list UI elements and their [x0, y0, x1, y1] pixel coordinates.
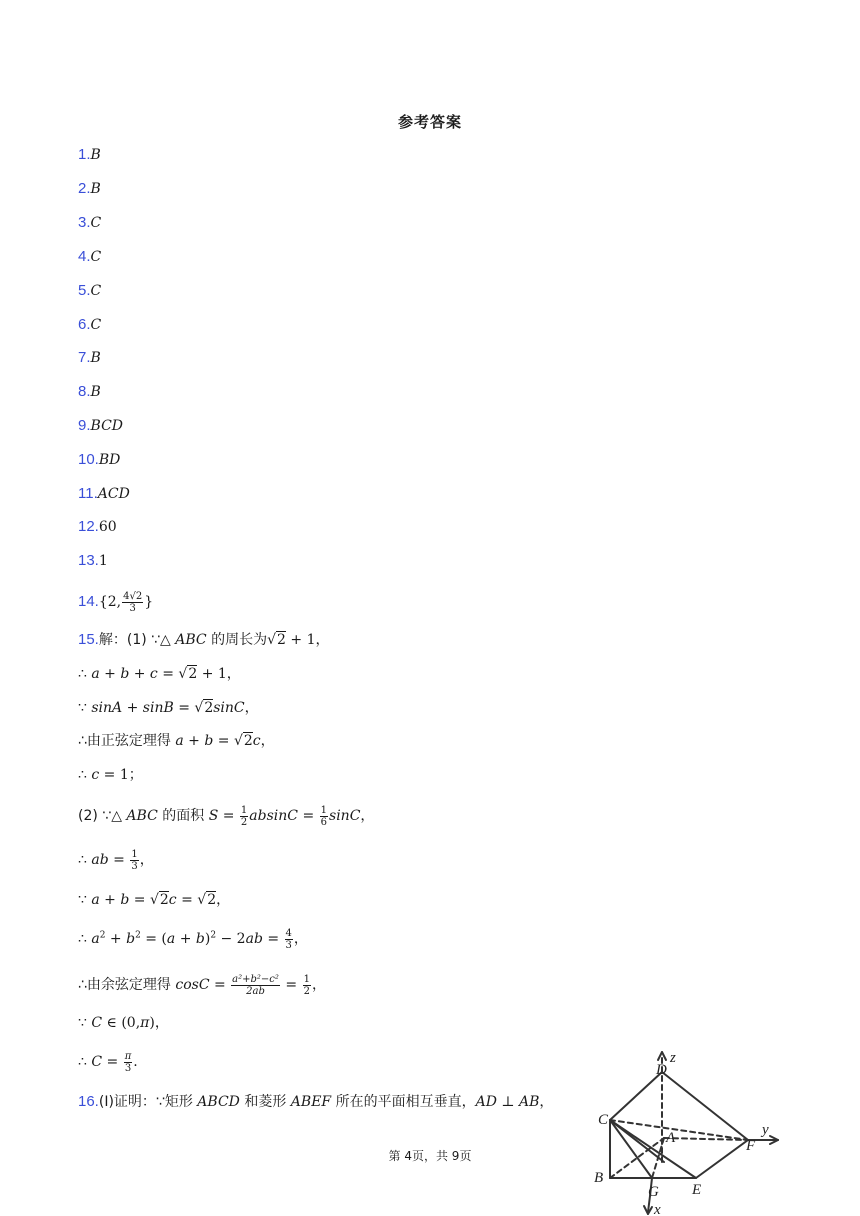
text: = √: [173, 700, 204, 716]
answer-number: 4.: [78, 248, 91, 265]
text: ，: [360, 808, 375, 824]
answer-value: 1: [98, 553, 108, 569]
text: = √: [213, 733, 243, 749]
math: ABC: [126, 808, 158, 824]
label-C: C: [598, 1112, 609, 1128]
label-x: x: [654, 1202, 661, 1216]
q15-line-4: [78, 730, 275, 752]
fraction: [320, 805, 328, 828]
text: ∈ (0,: [102, 1015, 141, 1031]
fraction: [240, 805, 248, 828]
answer-12: [78, 516, 117, 538]
answer-value: B: [90, 181, 101, 197]
answer-2: [78, 178, 101, 200]
set-close: }: [144, 594, 154, 610]
text: + 1，: [285, 632, 330, 648]
text: 和菱形: [239, 1094, 291, 1110]
text: ∵: [78, 892, 92, 908]
math: ab: [245, 931, 263, 947]
text: 解：(1) ∵△: [98, 632, 176, 648]
math: c: [91, 767, 100, 783]
q15-line-5: [78, 764, 143, 786]
q15-line-9: [78, 925, 308, 953]
label-B: B: [594, 1170, 604, 1186]
fraction: [285, 928, 293, 951]
text: =: [108, 852, 130, 868]
text: = 1；: [99, 767, 143, 783]
answer-number: 1.: [78, 146, 91, 163]
math: a + b: [91, 892, 130, 908]
text: = √: [176, 892, 207, 908]
math: a + b: [166, 931, 205, 947]
answer-value: C: [90, 317, 102, 333]
answer-number: 8.: [78, 383, 91, 400]
answer-number: 14.: [78, 593, 99, 610]
radicand: 2: [159, 892, 169, 908]
answer-value: B: [90, 147, 101, 163]
answer-number: 11.: [78, 485, 98, 502]
text: ，: [260, 733, 275, 749]
page-footer: 第 4页，共 9页: [388, 1149, 472, 1163]
fraction-denominator: 2ab: [246, 985, 265, 997]
fraction-numerator: 1: [240, 804, 248, 816]
fraction: [122, 591, 143, 614]
text: ∵: [78, 1015, 92, 1031]
text: =: [218, 808, 239, 824]
fraction-numerator: 1: [303, 973, 310, 985]
exponent: 2: [135, 930, 141, 941]
label-F: F: [746, 1138, 756, 1154]
text: ∵: [78, 700, 92, 716]
answer-number: 5.: [78, 282, 91, 299]
fraction-denominator: 3: [131, 860, 138, 872]
answer-5: [78, 280, 101, 302]
text: 所在的平面相互垂直，: [331, 1094, 476, 1110]
text: (2) ∵△: [78, 808, 127, 824]
answer-9: [78, 415, 123, 437]
text: =: [102, 1054, 123, 1070]
math: a + b: [175, 733, 214, 749]
answer-3: [78, 212, 101, 234]
answer-4: [78, 246, 101, 268]
q15-line-8: [78, 889, 230, 911]
text: ∴: [78, 931, 92, 947]
math: π: [140, 1015, 150, 1031]
radicand: 2: [188, 666, 198, 682]
math: ABC: [175, 632, 207, 648]
math: ABCD: [197, 1094, 240, 1110]
answer-value: C: [90, 283, 102, 299]
q16-line-1: [78, 1091, 553, 1113]
q15-line-7: [78, 846, 154, 874]
fraction-numerator: a²+b²−c²: [232, 973, 279, 985]
set-open: {2,: [98, 594, 122, 610]
label-y: y: [762, 1122, 769, 1138]
answer-value: B: [90, 350, 101, 366]
answer-13: [78, 550, 108, 572]
answer-value: ACD: [97, 486, 130, 502]
answer-number: 2.: [78, 180, 91, 197]
text: ，: [539, 1094, 554, 1110]
radicand: 2: [277, 632, 286, 648]
math: a + b + c: [91, 666, 158, 682]
text: ，: [139, 852, 154, 868]
text: ，: [244, 700, 259, 716]
answer-number: 10.: [78, 451, 99, 468]
fraction: [303, 974, 311, 997]
edge-EF: [696, 1140, 748, 1178]
answer-value: B: [90, 384, 101, 400]
q15-line-6: [78, 802, 374, 830]
answer-value: 60: [98, 519, 117, 535]
text: ，: [311, 977, 326, 993]
fraction-numerator: 4√2: [123, 590, 143, 602]
edge-CE: [610, 1120, 696, 1178]
text: + 1，: [197, 666, 241, 682]
fraction-denominator: 6: [320, 816, 328, 828]
text: − 2: [216, 931, 246, 947]
fraction-numerator: 1: [320, 804, 328, 816]
answer-6: [78, 314, 101, 336]
math: C: [91, 1015, 103, 1031]
text: ∴: [78, 1054, 92, 1070]
text: =: [209, 977, 231, 993]
math: ab: [91, 852, 109, 868]
text: +: [105, 931, 127, 947]
math: c: [168, 892, 177, 908]
q15-line-12: [78, 1048, 138, 1076]
label-A: A: [666, 1130, 676, 1146]
q15-line-3: [78, 697, 259, 719]
answer-number: 16.: [78, 1093, 99, 1110]
text: ∴由正弦定理得: [78, 733, 176, 749]
geometry-figure: [588, 1050, 788, 1216]
q15-line-10: [78, 970, 326, 1000]
math: C: [91, 1054, 103, 1070]
answer-number: 3.: [78, 214, 91, 231]
fraction-denominator: 3: [285, 939, 292, 951]
edge-DC: [610, 1072, 662, 1120]
fraction: [130, 849, 138, 872]
text: =: [298, 808, 319, 824]
text: ∴: [78, 666, 92, 682]
text: =: [262, 931, 284, 947]
q15-line-2: [78, 663, 241, 685]
q15-line-1: 15.解：(1) ∵△ ABC 的周长为√2 + 1，: [78, 631, 330, 648]
answer-number: 12.: [78, 518, 99, 535]
q15-line-11: [78, 1012, 169, 1034]
fraction-denominator: 3: [129, 602, 136, 614]
answer-1: [78, 144, 101, 166]
answer-number: 9.: [78, 417, 91, 434]
text: =: [280, 977, 302, 993]
math: ABEF: [290, 1094, 332, 1110]
fraction-numerator: 4: [285, 927, 292, 939]
answer-11: [78, 483, 130, 505]
text: )，: [149, 1015, 169, 1031]
answer-14: [78, 588, 153, 616]
fraction-denominator: 2: [240, 816, 248, 828]
text: ，: [216, 892, 231, 908]
text: 的周长为: [206, 632, 268, 648]
math: S: [208, 808, 219, 824]
fraction: [231, 974, 280, 997]
answer-number: 15.: [78, 631, 99, 648]
text: = (: [140, 931, 167, 947]
math: c: [252, 733, 261, 749]
exponent: 2: [210, 930, 217, 941]
fraction: [124, 1051, 133, 1074]
page-title: 参考答案: [397, 113, 462, 131]
radicand: 2: [204, 700, 214, 716]
text: ∴: [78, 852, 92, 868]
text: ，: [293, 931, 308, 947]
answer-8: [78, 381, 101, 403]
math: absinC: [249, 808, 298, 824]
text: 的面积: [157, 808, 209, 824]
exponent: 2: [99, 930, 106, 941]
math: sinC: [213, 700, 245, 716]
text: (Ⅰ)证明：∵矩形: [98, 1094, 198, 1110]
math: sinA + sinB: [91, 700, 174, 716]
math: AD ⊥ AB: [475, 1094, 540, 1110]
label-E: E: [692, 1182, 702, 1198]
fraction-denominator: 3: [124, 1062, 132, 1074]
text: ): [204, 931, 211, 947]
answer-7: [78, 347, 101, 369]
label-G: G: [648, 1184, 659, 1200]
answer-value: BD: [98, 452, 121, 468]
math: a: [91, 931, 100, 947]
text: ∴由余弦定理得: [78, 977, 176, 993]
math: sinC: [329, 808, 361, 824]
answer-value: C: [90, 249, 102, 265]
math: cosC: [175, 977, 210, 993]
text: = √: [157, 666, 188, 682]
answer-10: [78, 449, 120, 471]
text: = √: [129, 892, 159, 908]
answer-number: 7.: [78, 349, 91, 366]
fraction-denominator: 2: [303, 985, 310, 997]
text: .: [133, 1054, 138, 1070]
label-D: D: [656, 1062, 667, 1078]
radicand: 2: [243, 733, 253, 749]
answer-number: 13.: [78, 552, 99, 569]
fraction-numerator: π: [124, 1050, 132, 1062]
fraction-numerator: 1: [131, 848, 138, 860]
answer-value: C: [90, 215, 102, 231]
answer-number: 6.: [78, 316, 91, 333]
text: ∴: [78, 767, 92, 783]
answer-value: BCD: [90, 418, 123, 434]
label-z: z: [670, 1050, 676, 1066]
radicand: 2: [207, 892, 217, 908]
math: b: [126, 931, 136, 947]
